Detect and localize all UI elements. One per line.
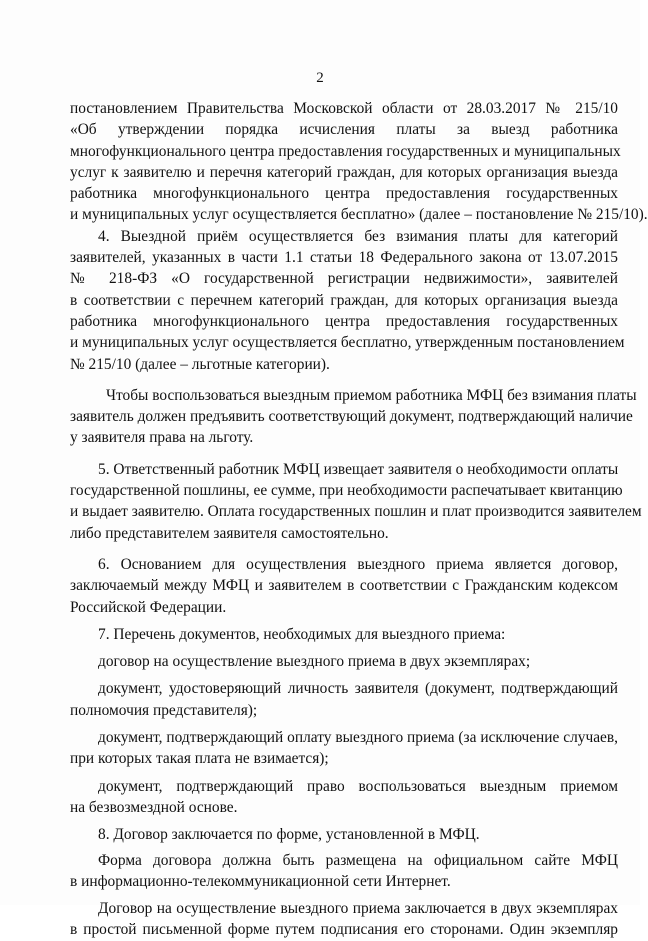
text-line: у заявителя права на льготу. (70, 429, 254, 447)
text-line: работника многофункционального центра предоставления государственных (70, 312, 618, 330)
text-line: документ, удостоверяющий личность заявителя (документ, подтверждающий (98, 680, 618, 698)
text-line: либо представителем заявителя самостоятельно. (70, 524, 389, 542)
text-line: № 215/10 (далее – льготные категории). (70, 355, 330, 373)
text-line: полномочия представителя); (70, 701, 258, 719)
text-line: 4. Выездной приём осуществляется без взимания платы для категорий (98, 227, 618, 245)
text-line: заявитель должен предъявить соответствующий документ, подтверждающий наличие (70, 408, 633, 426)
line-gap (70, 544, 618, 554)
text-line: 6. Основанием для осуществления выездного приема является договор, (98, 555, 618, 573)
text-line: документ, подтверждающий право воспользоваться выездным приемом (98, 777, 618, 795)
line-gap (70, 375, 618, 385)
text-line: заявителей, указанных в части 1.1 статьи 18 Федерального закона от 13.07.2015 (70, 249, 618, 267)
text-line: Форма договора должна быть размещена на официальном сайте МФЦ (98, 851, 618, 869)
text-line: в информационно-телекоммуникационной сети Интернет. (70, 872, 451, 890)
text-line: работника многофункционального центра предоставления государственных (70, 185, 618, 203)
text-line: в простой письменной форме путем подписания его сторонами. Один экземпляр (70, 921, 618, 939)
line-gap (70, 449, 618, 459)
text-line: многофункционального центра предоставления государственных и муниципальных (70, 142, 621, 160)
text-line: договор на осуществление выездного приема в двух экземплярах; (98, 653, 531, 671)
text-line: при которых такая плата не взимается); (70, 750, 329, 768)
text-line: и муниципальных услуг осуществляется бесплатно, утвержденным постановлением (70, 334, 625, 352)
text-line: Российской Федерации. (70, 598, 227, 616)
text-line: в соответствии с перечнем категорий граждан, для которых организация выезда (70, 291, 618, 309)
text-line: 8. Договор заключается по форме, установленной в МФЦ. (98, 826, 480, 844)
text-line: и муниципальных услуг осуществляется бесплатно» (далее – постановление № 215/10). (70, 206, 648, 224)
text-line: документ, подтверждающий оплату выездного приема (за исключение случаев, (98, 729, 618, 747)
text-line: 7. Перечень документов, необходимых для выездного приема: (98, 625, 506, 643)
text-line: № 218-ФЗ «О государственной регистрации недвижимости», заявителей (70, 270, 618, 288)
text-line: Чтобы воспользоваться выездным приемом работника МФЦ без взимания платы (106, 386, 637, 404)
text-line: 5. Ответственный работник МФЦ извещает заявителя о необходимости оплаты (98, 460, 619, 478)
text-line: и выдает заявителю. Оплата государственных пошлин и плат производится заявителем (70, 503, 642, 521)
text-line: заключаемый между МФЦ и заявителем в соответствии с Гражданским кодексом (70, 577, 618, 595)
page-number: 2 (316, 70, 324, 86)
text-line: государственной пошлины, ее сумме, при необходимости распечатывает квитанцию (70, 482, 623, 500)
text-line: постановлением Правительства Московской области от 28.03.2017 № 215/10 (70, 100, 618, 117)
text-line: услуг к заявителю и перечня категорий граждан, для которых организация выезда (70, 163, 618, 181)
text-line: на безвозмездной основе. (70, 798, 238, 816)
text-line: «Об утверждении порядка исчисления платы за выезд работника (70, 121, 618, 139)
text-line: Договор на осуществление выездного приема заключается в двух экземплярах (98, 900, 618, 918)
document-body (70, 98, 648, 941)
